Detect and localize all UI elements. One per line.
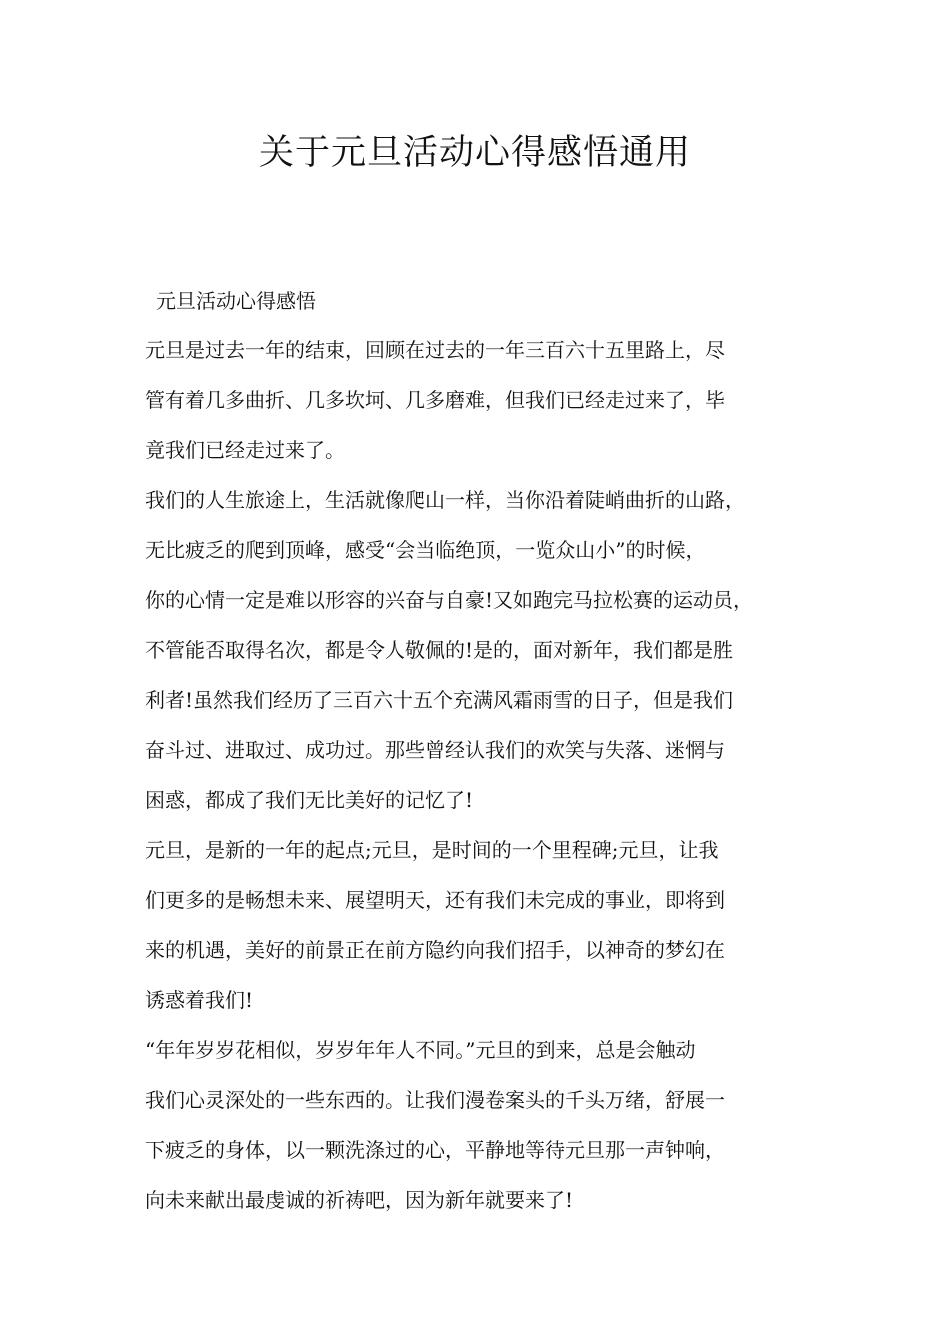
body-line: 困惑，都成了我们无比美好的记忆了!: [145, 788, 474, 812]
body-line: 向未来献出最虔诚的祈祷吧，因为新年就要来了!: [145, 1188, 574, 1212]
body-line: 们更多的是畅想未来、展望明天，还有我们未完成的事业，即将到: [145, 888, 725, 912]
body-line: 奋斗过、进取过、成功过。那些曾经认我们的欢笑与失落、迷惘与: [145, 738, 725, 762]
body-line: 无比疲乏的爬到顶峰，感受“会当临绝顶，一览众山小”的时候，: [145, 538, 706, 562]
body-line: 下疲乏的身体，以一颗洗涤过的心，平静地等待元旦那一声钟响，: [145, 1138, 725, 1162]
body-line: 元旦是过去一年的结束，回顾在过去的一年三百六十五里路上，尽: [145, 338, 725, 362]
body-line: 来的机遇，美好的前景正在前方隐约向我们招手，以神奇的梦幻在: [145, 938, 725, 962]
body-line: 元旦，是新的一年的起点;元旦，是时间的一个里程碑;元旦，让我: [145, 838, 719, 862]
body-line: 不管能否取得名次，都是令人敬佩的!是的，面对新年，我们都是胜: [145, 638, 734, 662]
body-line: 诱惑着我们!: [145, 988, 254, 1012]
body-line: 你的心情一定是难以形容的兴奋与自豪!又如跑完马拉松赛的运动员，: [145, 588, 754, 612]
section-subtitle: 元旦活动心得感悟: [156, 289, 316, 313]
body-line: “年年岁岁花相似，岁岁年年人不同。”元旦的到来，总是会触动: [145, 1038, 696, 1062]
body-line: 竟我们已经走过来了。: [145, 438, 345, 462]
body-line: 我们心灵深处的一些东西的。让我们漫卷案头的千头万绪，舒展一: [145, 1088, 725, 1112]
body-line: 我们的人生旅途上，生活就像爬山一样，当你沿着陡峭曲折的山路，: [145, 488, 745, 512]
body-line: 管有着几多曲折、几多坎坷、几多磨难，但我们已经走过来了，毕: [145, 388, 725, 412]
body-line: 利者!虽然我们经历了三百六十五个充满风霜雨雪的日子，但是我们: [145, 688, 734, 712]
page-title: 关于元旦活动心得感悟通用: [258, 133, 691, 173]
